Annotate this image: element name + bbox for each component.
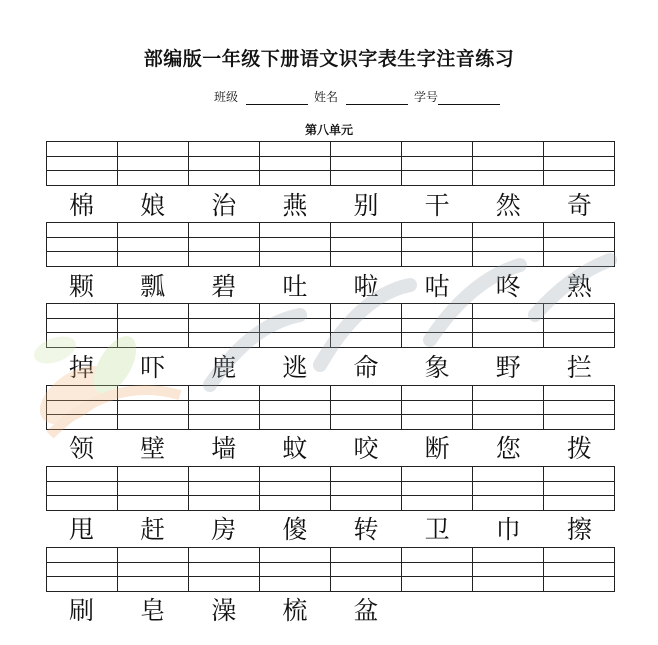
pinyin-cell xyxy=(473,304,544,347)
character: 吓 xyxy=(140,353,166,382)
character: 然 xyxy=(495,191,521,220)
pinyin-cell xyxy=(331,142,402,185)
character: 熟 xyxy=(566,272,592,301)
character: 咚 xyxy=(495,272,521,301)
pinyin-cell xyxy=(47,548,118,591)
character: 赶 xyxy=(140,515,166,544)
pinyin-cell xyxy=(260,142,331,185)
pinyin-cell xyxy=(473,386,544,429)
character: 盆 xyxy=(353,596,379,625)
pinyin-cell xyxy=(402,223,473,266)
character: 奇 xyxy=(566,191,592,220)
pinyin-cell xyxy=(189,548,260,591)
pinyin-cell xyxy=(260,548,331,591)
pinyin-cell xyxy=(473,467,544,510)
pinyin-cell xyxy=(473,142,544,185)
pinyin-cell xyxy=(331,467,402,510)
pinyin-cell xyxy=(189,386,260,429)
pinyin-cell xyxy=(331,223,402,266)
pinyin-cell xyxy=(260,304,331,347)
pinyin-cell xyxy=(260,467,331,510)
pinyin-cell xyxy=(118,223,189,266)
pinyin-cell xyxy=(473,223,544,266)
character-row xyxy=(46,594,615,628)
character: 拨 xyxy=(566,434,592,463)
pinyin-cell xyxy=(331,548,402,591)
pinyin-cell xyxy=(118,142,189,185)
character xyxy=(544,594,615,628)
pinyin-cell xyxy=(544,548,614,591)
pinyin-cell xyxy=(47,304,118,347)
character: 甩 xyxy=(69,515,95,544)
pinyin-cell xyxy=(544,142,614,185)
character: 象 xyxy=(424,353,450,382)
pinyin-cell xyxy=(47,142,118,185)
character: 燕 xyxy=(282,191,308,220)
pinyin-cell xyxy=(544,223,614,266)
pinyin-grid-row xyxy=(46,141,615,186)
pinyin-cell xyxy=(544,386,614,429)
name-label: 姓名 xyxy=(314,90,339,104)
pinyin-grid-row xyxy=(46,385,615,430)
pinyin-cell xyxy=(402,548,473,591)
character-row xyxy=(46,189,615,223)
number-label: 学号 xyxy=(414,90,439,104)
pinyin-cell xyxy=(331,304,402,347)
character: 吐 xyxy=(282,272,308,301)
character: 墙 xyxy=(211,434,237,463)
character: 刷 xyxy=(69,596,95,625)
character: 野 xyxy=(495,353,521,382)
character: 别 xyxy=(353,191,379,220)
character: 领 xyxy=(69,434,95,463)
character xyxy=(473,594,544,628)
character xyxy=(402,594,473,628)
character: 咕 xyxy=(424,272,450,301)
pinyin-cell xyxy=(260,223,331,266)
number-blank xyxy=(438,91,500,105)
character: 咬 xyxy=(353,434,379,463)
character: 梳 xyxy=(282,596,308,625)
pinyin-cell xyxy=(544,467,614,510)
character: 鹿 xyxy=(211,353,237,382)
character: 娘 xyxy=(140,191,166,220)
character: 颗 xyxy=(69,272,95,301)
pinyin-cell xyxy=(402,142,473,185)
character: 您 xyxy=(495,434,521,463)
pinyin-cell xyxy=(544,304,614,347)
character: 拦 xyxy=(566,353,592,382)
character: 房 xyxy=(211,515,237,544)
character: 擦 xyxy=(566,515,592,544)
class-label: 班级 xyxy=(214,90,239,104)
character: 碧 xyxy=(211,272,237,301)
character-row xyxy=(46,432,615,466)
pinyin-cell xyxy=(189,142,260,185)
pinyin-cell xyxy=(47,386,118,429)
pinyin-cell xyxy=(189,304,260,347)
pinyin-cell xyxy=(402,304,473,347)
character: 澡 xyxy=(211,596,237,625)
character-row xyxy=(46,351,615,385)
pinyin-cell xyxy=(118,386,189,429)
character: 皂 xyxy=(140,596,166,625)
character: 瓢 xyxy=(140,272,166,301)
character: 卫 xyxy=(424,515,450,544)
character: 掉 xyxy=(69,353,95,382)
pinyin-grid-row xyxy=(46,303,615,348)
page-title: 部编版一年级下册语文识字表生字注音练习 xyxy=(143,48,515,70)
pinyin-cell xyxy=(47,223,118,266)
character: 命 xyxy=(353,353,379,382)
character-row xyxy=(46,513,615,547)
character: 傻 xyxy=(282,515,308,544)
character: 壁 xyxy=(140,434,166,463)
pinyin-cell xyxy=(260,386,331,429)
class-blank xyxy=(246,91,308,105)
pinyin-cell xyxy=(189,467,260,510)
character: 干 xyxy=(424,191,450,220)
pinyin-cell xyxy=(118,548,189,591)
pinyin-grid-row xyxy=(46,466,615,511)
character: 啦 xyxy=(353,272,379,301)
character: 棉 xyxy=(69,191,95,220)
character: 巾 xyxy=(495,515,521,544)
character: 蚊 xyxy=(282,434,308,463)
character: 逃 xyxy=(282,353,308,382)
pinyin-cell xyxy=(402,386,473,429)
name-blank xyxy=(346,91,408,105)
pinyin-cell xyxy=(118,467,189,510)
pinyin-cell xyxy=(402,467,473,510)
character: 断 xyxy=(424,434,450,463)
pinyin-grid-row xyxy=(46,222,615,267)
pinyin-cell xyxy=(331,386,402,429)
character-row xyxy=(46,270,615,304)
pinyin-cell xyxy=(47,467,118,510)
character: 转 xyxy=(353,515,379,544)
pinyin-cell xyxy=(473,548,544,591)
pinyin-cell xyxy=(189,223,260,266)
student-info-line xyxy=(214,88,506,105)
pinyin-cell xyxy=(118,304,189,347)
unit-title: 第八单元 xyxy=(304,123,353,137)
character: 治 xyxy=(211,191,237,220)
pinyin-grid-row xyxy=(46,547,615,592)
